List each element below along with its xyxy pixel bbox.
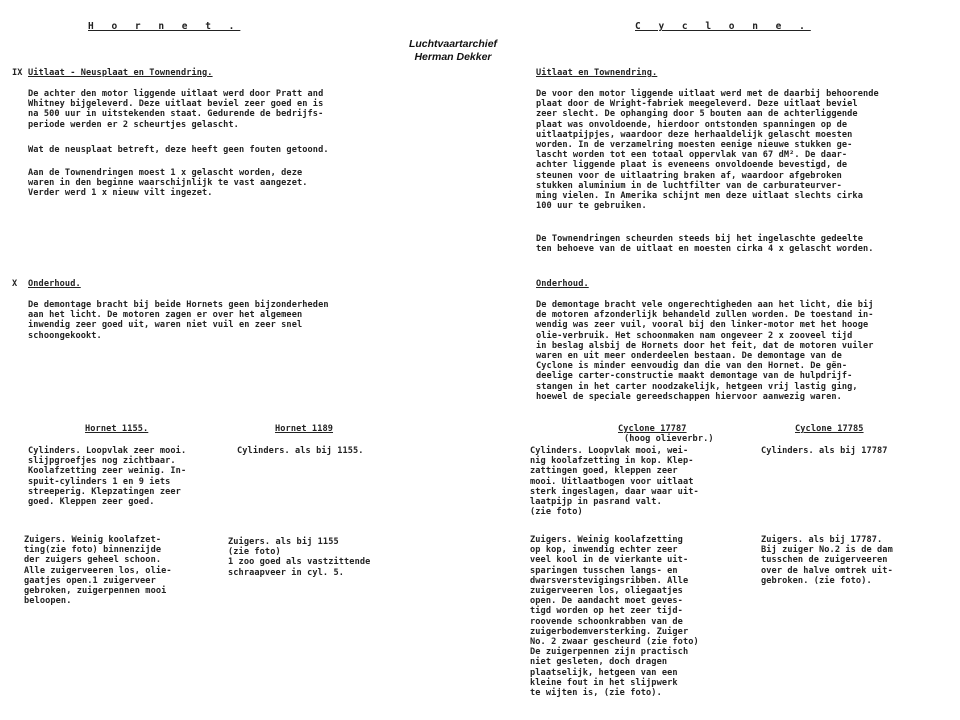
text-line: Whitney bijgeleverd. Deze uitlaat beviel zeer goed en is	[28, 99, 324, 110]
watermark-line1: Luchtvaartarchief	[408, 38, 498, 50]
hornet-1189-cylinders	[237, 446, 364, 456]
text-line: plaat was onvoldoende, hierdoor ontstonden spanningen op de	[536, 119, 848, 130]
text-line: over de halve omtrek uit-	[761, 565, 893, 576]
right-page-title: C y c l o n e .	[635, 21, 811, 32]
text-line: Verder werd 1 x nieuw vilt ingezet.	[28, 188, 213, 199]
cyclone-section-9-title: Uitlaat en Townendring.	[536, 68, 658, 78]
cyclone-17787-cylinders	[530, 446, 699, 517]
text-line: gebroken. (zie foto).	[761, 575, 872, 586]
text-line: veel kool in de vierkante uit-	[530, 555, 689, 566]
hornet-1155-heading: Hornet 1155.	[85, 424, 149, 434]
cyclone-17785-cylinders	[761, 446, 888, 456]
text-line: zuigerbodemversterking. Zuiger	[530, 626, 689, 637]
text-line: 100 uur te gebruiken.	[536, 201, 647, 212]
text-line: achter liggende plaat is eveneens onvoldoende bevestigd, de	[536, 160, 848, 171]
text-line: Cylinders. als bij 17787	[761, 446, 888, 456]
text-line: gebroken, zuigerpennen mooi	[24, 586, 167, 597]
section-10-number: X	[12, 279, 18, 289]
text-line: zeer slecht. De ophanging door 5 bouten aan de achterliggende	[536, 109, 858, 120]
cyclone-section-10-paragraph	[536, 300, 874, 402]
text-line: De Townendringen scheurden steeds bij het ingelaschte gedeelte	[536, 234, 863, 244]
cyclone-17785-heading: Cyclone 17785	[795, 424, 864, 434]
text-line: Bij zuiger No.2 is de dam	[761, 545, 893, 556]
text-line: inwendig zeer goed uit, waren niet vuil en zeer snel	[28, 320, 303, 331]
watermark-line2: Herman Dekker	[414, 51, 492, 63]
text-line: kleine fout in het slijpwerk	[530, 677, 678, 688]
text-line: Cylinders. als bij 1155.	[237, 446, 364, 456]
text-line: No. 2 zwaar gescheurd (zie foto)	[530, 637, 699, 648]
text-line: (zie foto)	[228, 547, 281, 558]
text-line: de motoren afzonderlijk behandeld zullen worden. De toestand in-	[536, 310, 874, 321]
text-line: hoewel de speciale gereedschappen hiervoor aanwezig waren.	[536, 391, 842, 402]
text-line: waren en uit meer onderdeelen bestaan. De demontage van de	[536, 351, 842, 362]
text-line: plaat door de Wright-fabriek meegeleverd. Deze uitlaat beviel	[536, 99, 858, 110]
cyclone-17785-pistons	[761, 535, 893, 586]
text-line: ten behoeve van de uitlaat en moesten cirka 4 x gelascht worden.	[536, 244, 874, 255]
section-9-paragraph-2	[28, 145, 329, 155]
text-line: tigd worden op het zeer tijd-	[530, 606, 683, 617]
text-line: slijpgroefjes nog zichtbaar.	[28, 456, 176, 467]
section-10-title: Onderhoud.	[28, 279, 81, 289]
text-line: Zuigers. als bij 17787.	[761, 535, 883, 545]
text-line: De zuigerpennen zijn practisch	[530, 647, 689, 658]
text-line: nig koolafzetting in kop. Klep-	[530, 456, 694, 467]
text-line: tusschen de zuigerveeren	[761, 555, 888, 566]
text-line: in beslag alsbij de Hornets door het feit, dat de motoren vuiler	[536, 340, 874, 351]
text-line: periode werden er 2 scheurtjes gelascht.	[28, 119, 239, 130]
text-line: Koolafzetting zeer weinig. In-	[28, 466, 187, 477]
text-line: op kop, inwendig echter zeer	[530, 545, 678, 556]
text-line: na 500 uur in uitstekenden staat. Gedurende de bedrijfs-	[28, 109, 324, 120]
cyclone-17787-subheading: (hoog olieverbr.)	[624, 434, 714, 444]
text-line: plaatselijk, hetgeen van een	[530, 667, 678, 678]
text-line: (zie foto)	[530, 507, 583, 518]
text-line: ming vielen. In Amerika schijnt men deze uitlaat slechts cirka	[536, 191, 863, 202]
text-line: schoongekookt.	[28, 330, 102, 341]
text-line: Wat de neusplaat betreft, deze heeft geen fouten getoond.	[28, 145, 329, 155]
text-line: lascht worden tot een totaal oppervlak van 67 dM². De daar-	[536, 150, 848, 161]
text-line: roovende schoonkrabben van de	[530, 616, 683, 627]
section-9-paragraph-3	[28, 168, 308, 199]
text-line: Cylinders. Loopvlak zeer mooi.	[28, 446, 187, 456]
text-line: deelige carter-constructie maakt demontage van de hulpdrijf-	[536, 371, 853, 382]
text-line: zuigerveeren los, oliegaatjes	[530, 586, 683, 597]
text-line: waren in den beginne waarschijnlijk te vast aangezet.	[28, 178, 308, 189]
cyclone-section-10-title: Onderhoud.	[536, 279, 589, 289]
text-line: Zuigers. Weinig koolafzetting	[530, 535, 683, 545]
text-line: niet gesleten, doch dragen	[530, 657, 668, 668]
text-line: zattingen goed, kleppen zeer	[530, 466, 678, 477]
text-line: stukken aluminium in de luchtfilter van de carburateurver-	[536, 180, 842, 191]
text-line: Alle zuigerveeren los, olie-	[24, 565, 172, 576]
cyclone-17787-pistons	[530, 535, 699, 698]
text-line: Zuigers. Weinig koolafzet-	[24, 535, 162, 545]
text-line: uitlaatpijpjes, waardoor deze herhaaldelijk gelascht moesten	[536, 129, 853, 140]
section-9-number: IX	[12, 68, 23, 78]
text-line: stangen in het carter noodzakelijk, hetgeen vrij lastig ging,	[536, 381, 858, 392]
text-line: dwarsverstevigingsribben. Alle	[530, 575, 689, 586]
cyclone-section-9-paragraph-2	[536, 234, 874, 254]
section-9-paragraph-1	[28, 89, 323, 130]
hornet-1189-pistons	[228, 537, 370, 578]
text-line: beloopen.	[24, 596, 72, 607]
section-10-paragraph	[28, 300, 329, 341]
archive-watermark	[398, 38, 508, 64]
cyclone-17787-heading: Cyclone 17787	[618, 424, 687, 434]
text-line: open. De aandacht moet geves-	[530, 596, 683, 607]
text-line: steunen voor de uitlaatring braken af, waardoor afgebroken	[536, 170, 842, 181]
text-line: gaatjes open.1 zuigerveer	[24, 575, 156, 586]
text-line: 1 zoo goed als vastzittende	[228, 557, 371, 568]
cyclone-section-9-paragraph-1	[536, 89, 879, 211]
left-page-title: H o r n e t .	[88, 21, 241, 32]
text-line: goed. Kleppen zeer goed.	[28, 497, 155, 508]
text-line: Cyclone is minder eenvoudig dan die van den Hornet. De gën-	[536, 361, 848, 372]
text-line: worden. In de verzamelring moesten eenige nieuwe stukken ge-	[536, 140, 853, 151]
text-line: olie-verbruik. Het schoonmaken nam ongeveer 2 x zooveel tijd	[536, 330, 853, 341]
text-line: schraapveer in cyl. 5.	[228, 567, 345, 578]
text-line: aan het licht. De motoren zagen er over het algemeen	[28, 310, 303, 321]
text-line: De voor den motor liggende uitlaat werd met de daarbij behoorende	[536, 89, 879, 99]
hornet-1189-heading: Hornet 1189	[275, 424, 334, 434]
text-line: sterk ingeslagen, daar waar uit-	[530, 486, 699, 497]
text-line: De achter den motor liggende uitlaat werd door Pratt and	[28, 89, 324, 99]
text-line: De demontage bracht vele ongerechtigheden aan het licht, die bij	[536, 300, 874, 310]
text-line: sparingen tusschen langs- en	[530, 565, 678, 576]
text-line: spuit-cylinders 1 en 9 iets	[28, 476, 171, 487]
text-line: wendig was zeer vuil, vooral bij den linker-motor met het hooge	[536, 320, 869, 331]
text-line: De demontage bracht bij beide Hornets geen bijzonderheden	[28, 300, 329, 310]
text-line: ting(zie foto) binnenzijde	[24, 545, 162, 556]
text-line: Cylinders. Loopvlak mooi, wei-	[530, 446, 689, 456]
section-9-title: Uitlaat - Neusplaat en Townendring.	[28, 68, 213, 78]
hornet-1155-pistons	[24, 535, 172, 606]
text-line: Zuigers. als bij 1155	[228, 537, 339, 547]
text-line: mooi. Uitlaatbogen voor uitlaat	[530, 476, 694, 487]
text-line: der zuigers geheel schoon.	[24, 555, 162, 566]
text-line: laatpijp in pasrand valt.	[530, 497, 662, 508]
text-line: te wijten is, (zie foto).	[530, 688, 662, 699]
hornet-1155-cylinders	[28, 446, 186, 507]
text-line: Aan de Townendringen moest 1 x gelascht worden, deze	[28, 168, 303, 178]
text-line: streeperig. Klepzatingen zeer	[28, 486, 181, 497]
